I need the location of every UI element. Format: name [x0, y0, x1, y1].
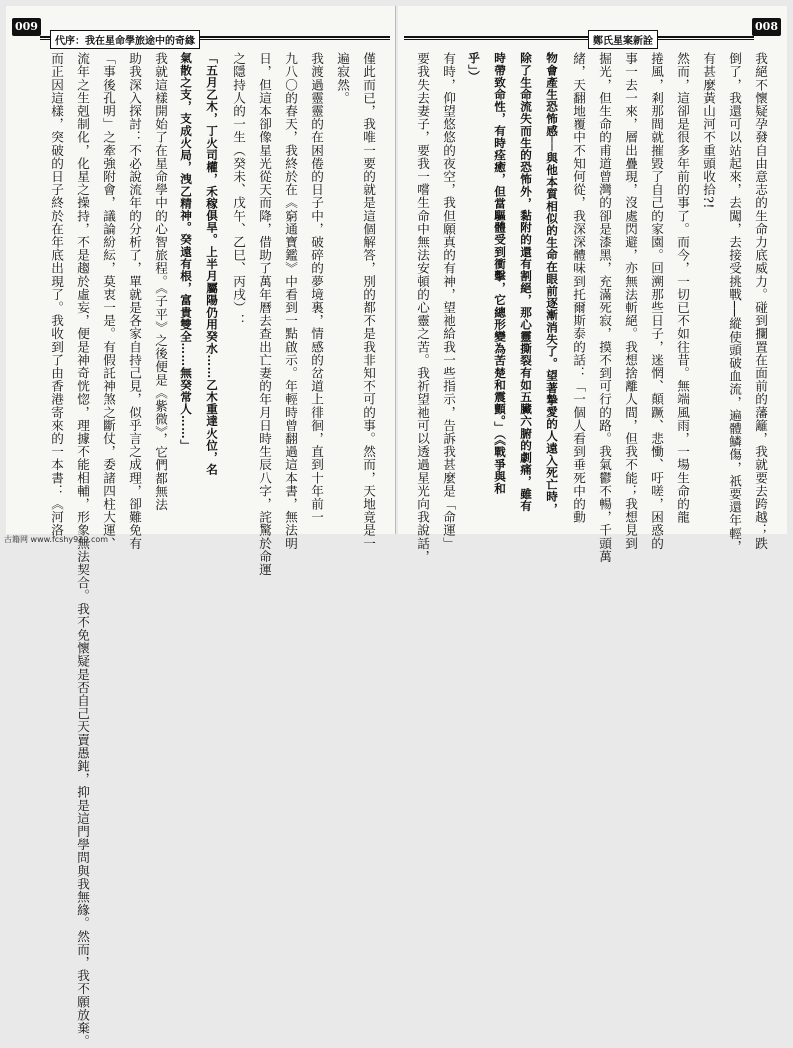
text-column: 遍寂然。 [335, 52, 350, 105]
text-column: 有甚麼黃山河不重頭收拾?! [701, 52, 716, 209]
text-column: 時帶致命性，有時痊癒，但當驅體受到衝擊，它總形變為苦楚和震顫。」（《戰爭與和 [493, 52, 507, 495]
text-column: 我就這樣開始了在星命學中的心智旅程。《子平》之後便是《紫微》，它們都無法 [153, 52, 168, 511]
text-column: 「事後孔明」之牽強附會，議論紛紜，莫衷一是。有假託神煞之斷仗，委諸四柱大運、 [101, 52, 116, 550]
text-column: 捲風，剎那間就摧毀了自己的家園。回溯那些日子，迷惘、顛蹶、悲慟、吁嗟，困惑的 [649, 52, 664, 550]
right-page [398, 6, 787, 563]
footer-watermark: 古籍网 www.fcshy920.com [4, 535, 109, 544]
text-column: 「五月乙木，丁火司權，禾稼俱旱。上半月屬陽仍用癸水……乙木重達火位，名 [205, 52, 219, 476]
text-column: 氣散之支，支成火局，洩乙精神。癸遠有根，富貴雙全……無癸常人……」 [179, 52, 193, 452]
text-column: 物會產生恐怖感──與他本質相似的生命在眼前逐漸消失了。望著摯愛的人遠入死亡時， [545, 52, 559, 515]
text-column: 除了生命流失而生的恐怖外，黏附的還有割絕，那心靈撕裂有如五臟六腑的劇痛，雖有 [519, 52, 533, 512]
text-column: 九八〇的春天，我終於在《窮通寶鑑》中看到一點啟示。年輕時曾翻過這本書，無法明 [283, 52, 298, 550]
text-column: 流年之生剋制化，化星之操持，不是趨於虛妄，便是神奇恍惚，理據不能相輔，形象無法契合。我不免懷疑是否自己天賣愚鈍，抑是這門學問與我無緣。然而，我不願放棄。 [75, 52, 90, 1048]
text-column: 然而，這卻是很多年前的事了。而今，一切已不如往昔。無端風雨，一場生命的龍 [675, 52, 690, 524]
text-column: 倒了，我還可以站起來，去闖，去接受挑戰──縱使頭破血流，遍體鱗傷，祇要還年輕， [727, 52, 742, 553]
text-column: 我絕不懷疑孕發自由意志的生命力底威力。碰到攔置在面前的藩籬，我就要去跨越；跌 [753, 52, 768, 550]
left-page-number: 009 [12, 18, 41, 36]
text-column: 緒，天翻地覆中不知何從，我深深體味到托爾斯泰的話：「一個人看到垂死中的動 [571, 52, 586, 524]
header-rule-thin [404, 39, 754, 40]
right-header-title: 鄭氏星案新詮 [588, 30, 658, 49]
left-header-title: 代序：我在星命學旅途中的奇緣 [50, 30, 200, 49]
text-column: 日，但這本卻像星光從天而降，借助了萬年曆去查出亡妻的年月日時生辰八字，詫驚於命運 [257, 52, 272, 576]
text-column: 要我失去妻子，要我一嚐生命中無法安頓的心靈之苦。我祈望祂可以透過星光向我說話， [415, 52, 430, 563]
right-page-number: 008 [752, 18, 781, 36]
text-column: 我渡過靈靈的在困倦的日子中，破碎的夢境裏，情感的岔道上徘徊，直到十年前一 [309, 52, 324, 524]
text-column: 乎」） [467, 52, 481, 83]
text-column: 掘光，但生命的甫道曾灣的卻是漆黑，充滿死寂，摸不到可行的路。我氣鬱不暢，千頭萬 [597, 52, 612, 563]
text-column: 有時，仰望悠悠的夜空，我但願真的有神，望祂給我一些指示，告訴我甚麼是「命運」 [441, 52, 456, 550]
left-header-title-box [50, 26, 200, 52]
header-rule [404, 36, 754, 38]
right-header-title-box [588, 26, 658, 52]
text-column: 之隱持人的一生（癸未、戊午、乙巳、丙戌）： [231, 52, 246, 328]
text-column: 僅此而已，我唯一要的就是這個解答，別的都不是我非知不可的事。然而，天地竟是一 [361, 52, 376, 550]
text-column: 而正因這樣，突破的日子終於在年底出現了。我收到了由香港寄來的一本書：《河洛 [49, 52, 64, 537]
text-column: 事一去一來，層出疊現，沒處閃避，亦無法斬絕。我想捨離人間，但我不能；我想見到 [623, 52, 638, 550]
left-page-header [12, 14, 41, 40]
right-page-header [752, 14, 781, 40]
text-column: 助我深入探討：不必說流年的分析了，單就是各家自持己見，似乎言之成理，卻難免有 [127, 52, 142, 550]
